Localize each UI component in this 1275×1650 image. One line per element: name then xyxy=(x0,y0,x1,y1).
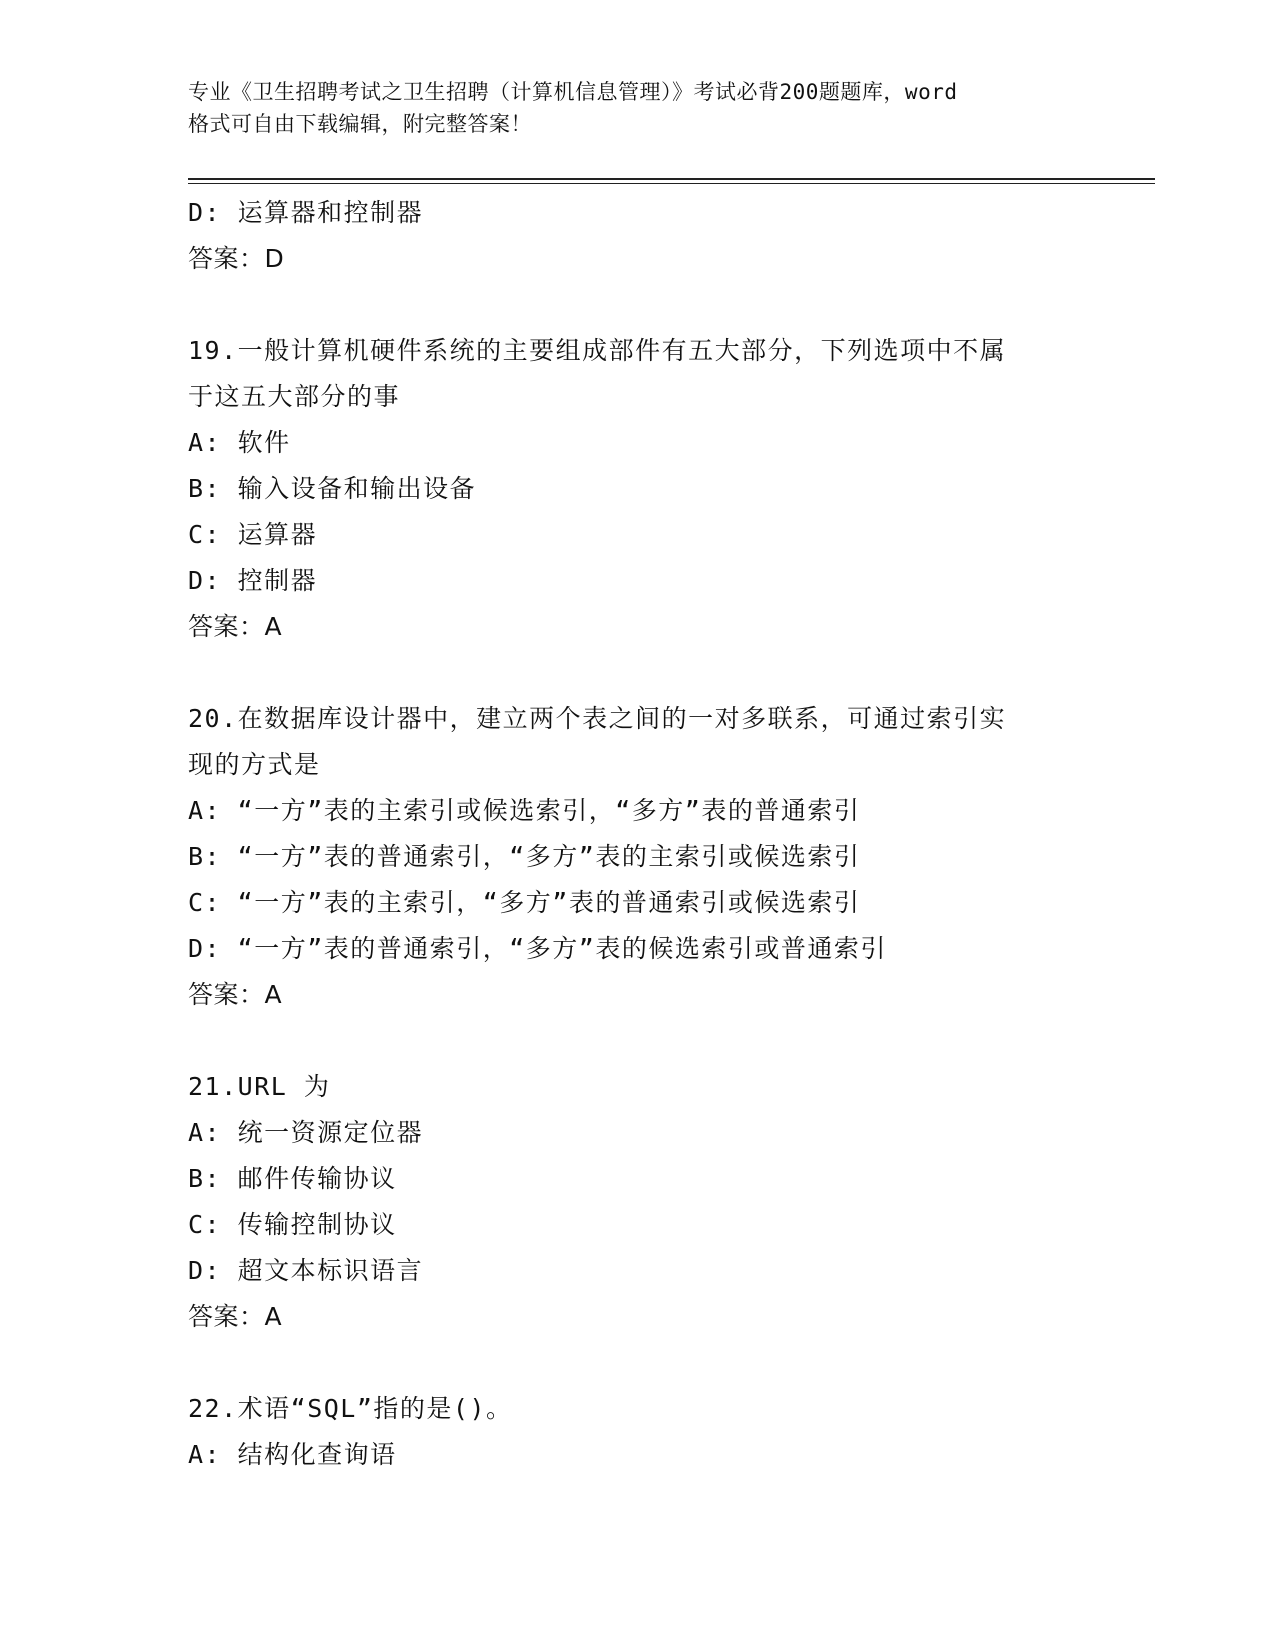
question-22 xyxy=(188,1386,1148,1478)
answer-line: 答案：A xyxy=(188,1302,283,1331)
header-title-line-1: 专业《卫生招聘考试之卫生招聘（计算机信息管理）》考试必背200题题库，word xyxy=(188,80,958,104)
option-b: B: 邮件传输协议 xyxy=(188,1164,397,1193)
question-stem-line-2: 于这五大部分的事 xyxy=(188,382,401,411)
question-18-fragment xyxy=(188,190,1148,282)
question-gap xyxy=(188,1340,1148,1386)
question-stem-line-1: 22.术语“SQL”指的是()。 xyxy=(188,1394,513,1423)
option-a: A: “一方”表的主索引或候选索引，“多方”表的普通索引 xyxy=(188,796,861,825)
option-d: D: “一方”表的普通索引，“多方”表的候选索引或普通索引 xyxy=(188,934,887,963)
option-b: B: “一方”表的普通索引，“多方”表的主索引或候选索引 xyxy=(188,842,861,871)
question-stem-line-1: 20.在数据库设计器中，建立两个表之间的一对多联系，可通过索引实 xyxy=(188,704,1007,733)
question-stem-line-1: 19.一般计算机硬件系统的主要组成部件有五大部分，下列选项中不属 xyxy=(188,336,1007,365)
question-stem-line-2: 现的方式是 xyxy=(188,750,321,779)
question-gap xyxy=(188,282,1148,328)
question-19 xyxy=(188,328,1148,650)
option-c: C: “一方”表的主索引，“多方”表的普通索引或候选索引 xyxy=(188,888,861,917)
question-list xyxy=(188,190,1148,1478)
option-b: B: 输入设备和输出设备 xyxy=(188,474,477,503)
option-a: A: 结构化查询语 xyxy=(188,1440,397,1469)
option-c: C: 运算器 xyxy=(188,520,318,549)
question-20 xyxy=(188,696,1148,1018)
header-title-line-2: 格式可自由下载编辑，附完整答案！ xyxy=(188,112,532,136)
option-d: D: 运算器和控制器 xyxy=(188,198,424,227)
answer-line: 答案：A xyxy=(188,612,283,641)
option-c: C: 传输控制协议 xyxy=(188,1210,397,1239)
answer-line: 答案：D xyxy=(188,244,285,273)
option-d: D: 超文本标识语言 xyxy=(188,1256,424,1285)
answer-line: 答案：A xyxy=(188,980,283,1009)
option-d: D: 控制器 xyxy=(188,566,318,595)
question-gap xyxy=(188,650,1148,696)
question-gap xyxy=(188,1018,1148,1064)
question-stem-line-1: 21.URL 为 xyxy=(188,1072,331,1101)
header-divider-thick xyxy=(188,178,1155,180)
header-divider-thin xyxy=(188,183,1155,184)
question-21 xyxy=(188,1064,1148,1340)
option-a: A: 软件 xyxy=(188,428,291,457)
document-header xyxy=(188,76,1108,140)
option-a: A: 统一资源定位器 xyxy=(188,1118,424,1147)
